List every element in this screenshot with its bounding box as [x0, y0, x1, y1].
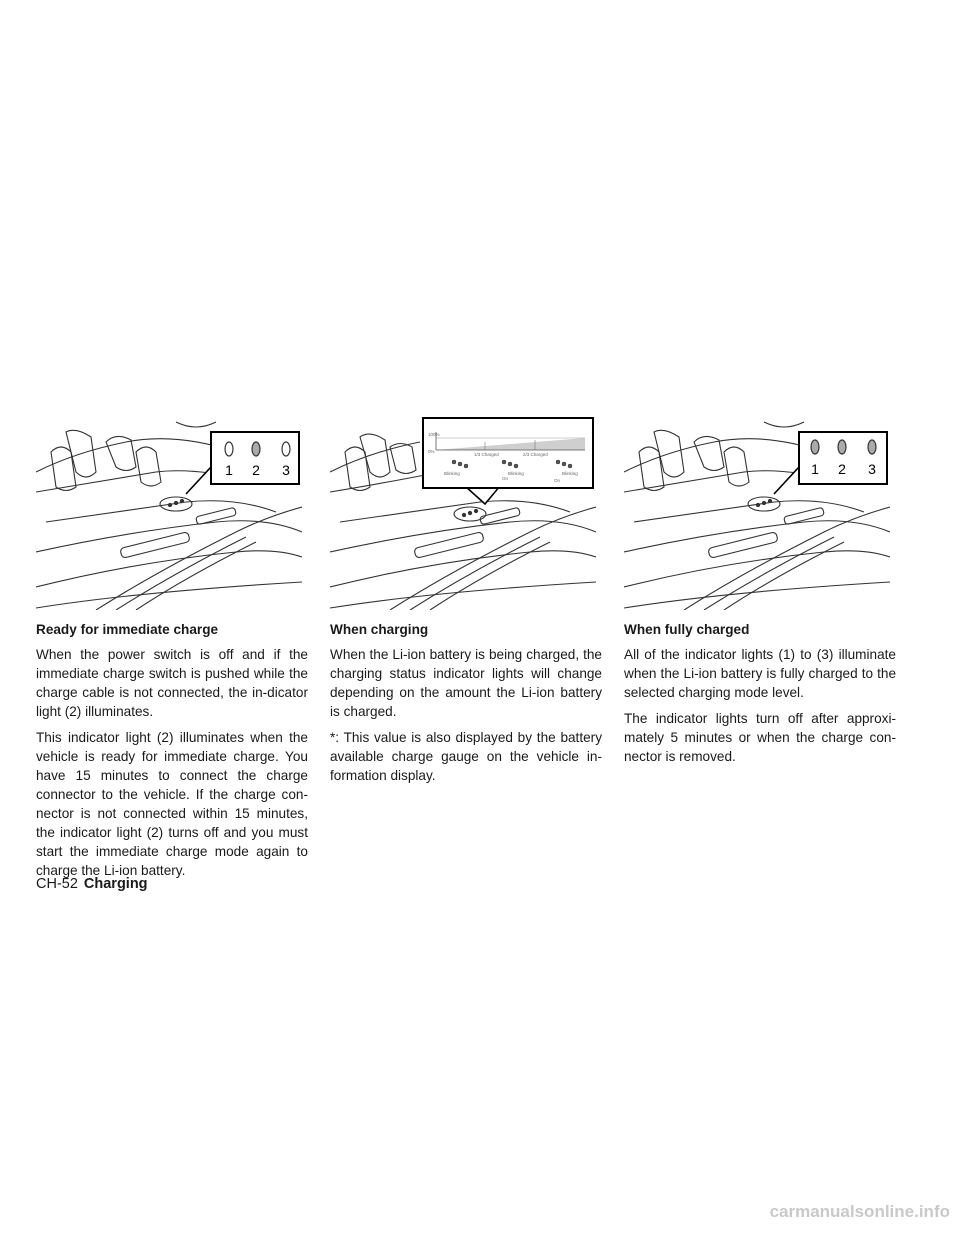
body-paragraph: All of the indicator lights (1) to (3) illuminate when the Li-ion battery is fully charged to the selected charging mode level. [624, 647, 896, 700]
body-paragraph: When the Li-ion battery is being charged, the charging status indicator lights will change depending on the amount the Li-ion battery is charged. [330, 647, 602, 719]
body-paragraph: When the power switch is off and if the immediate charge switch is pushed while the charge cable is not connected, the in-dicator light (2) illuminates. [36, 647, 308, 719]
body-paragraph: This indicator light (2) illuminates when the vehicle is ready for immediate charge. You have 15 minutes to connect the charge connector to the vehicle. If the charge con-nector is not connected within 15 minutes, the indicator light (2) turns off and you must start the immediate charge mode again to charge the Li-ion battery. [36, 730, 308, 878]
callout-number-1: 1 [811, 461, 819, 477]
callout-number-3: 3 [282, 462, 290, 478]
gauge-label-100: 100% [428, 432, 440, 437]
column-when-charging [330, 620, 602, 792]
gauge-label-blinking-1: Blinking [444, 471, 460, 476]
watermark: carmanualsonline.info [769, 1202, 950, 1221]
figure-ready-for-immediate-charge [36, 412, 302, 610]
gauge-label-blinking-2: Blinking [508, 471, 524, 476]
dashboard-illustration [624, 412, 890, 610]
callout-number-3: 3 [868, 461, 876, 477]
gauge-label-on-2: On [554, 478, 561, 483]
gauge-label-blinking-3: Blinking [562, 471, 578, 476]
section-heading: When fully charged [624, 622, 750, 637]
gauge-label-one-third: 1/3 Charged [474, 452, 499, 457]
column-when-fully-charged [624, 620, 896, 773]
indicator-light-2 [252, 442, 260, 456]
indicator-light-1 [225, 442, 233, 456]
gauge-label-two-thirds: 2/3 Charged [523, 452, 548, 457]
page-footer [36, 876, 148, 892]
dashboard-illustration [330, 412, 596, 610]
indicator-light-3 [282, 442, 290, 456]
gauge-label-0: 0% [428, 449, 435, 454]
section-name: Charging [83, 876, 148, 892]
body-paragraph: The indicator lights turn off after approxi-mately 5 minutes or when the charge con-nector is removed. [624, 711, 896, 764]
column-ready-for-immediate-charge [36, 620, 308, 887]
figure-when-charging [330, 412, 596, 610]
callout-number-2: 2 [838, 461, 846, 477]
callout-number-1: 1 [225, 462, 233, 478]
page-number: CH-52 [36, 876, 78, 892]
section-heading: Ready for immediate charge [36, 622, 219, 637]
indicator-light-3 [868, 440, 876, 454]
indicator-light-2 [838, 440, 846, 454]
figure-when-fully-charged [624, 412, 890, 610]
indicator-light-1 [811, 440, 819, 454]
section-heading: When charging [330, 622, 429, 637]
callout-number-2: 2 [252, 462, 260, 478]
dashboard-illustration [36, 412, 302, 610]
gauge-label-on-1: On [502, 476, 509, 481]
body-paragraph: *: This value is also displayed by the battery available charge gauge on the vehicle in-formation display. [330, 730, 602, 783]
